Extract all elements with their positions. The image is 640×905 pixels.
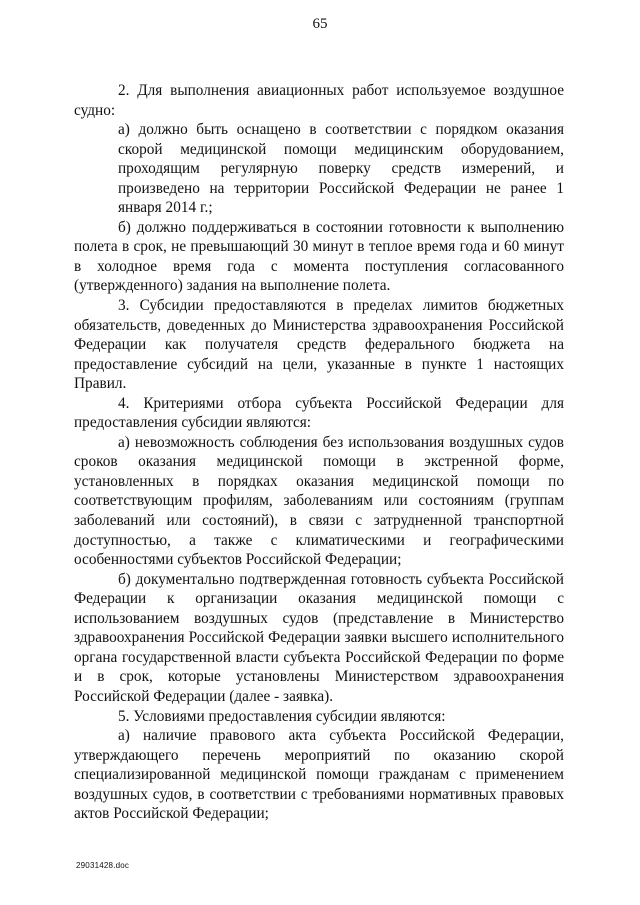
paragraph-2b: б) должно поддерживаться в состоянии готовности к выполнению полета в срок, не превышающий 30 минут в теплое время года и 60 минут в холодное время года с момента поступления согласованного (утвержденного) задания на выполнение полета. xyxy=(74,218,564,295)
paragraph-2: 2. Для выполнения авиационных работ используемое воздушное судно: xyxy=(74,82,564,119)
paragraph-5a: а) наличие правового акта субъекта Российской Федерации, утверждающего перечень мероприятий по оказанию скорой специализированной медицинской помощи гражданам с применением воздушных судов, в соответствии с требованиями нормативных правовых актов Российской Федерации; xyxy=(74,727,564,823)
paragraph-3: 3. Субсидии предоставляются в пределах лимитов бюджетных обязательств, доведенных до Министерства здравоохранения Российской Федерации как получателя средств федерального бюджета на предоставление субсидий на цели, указанные в пункте 1 настоящих Правил. xyxy=(74,297,564,393)
page-number: 65 xyxy=(312,16,328,32)
document-file-code: 29031428.doc xyxy=(76,861,130,870)
document-body xyxy=(74,81,564,824)
paragraph-4b: б) документально подтвержденная готовность субъекта Российской Федерации к организации оказания медицинской помощи с использованием воздушных судов (представление в Министерство здравоохранения Российской Федерации заявки высшего исполнительного органа государственной власти субъекта Российской Федерации по форме и в срок, которые установлены Министерством здравоохранения Российской Федерации (далее - заявка). xyxy=(74,570,564,705)
paragraph-5: 5. Условиями предоставления субсидии являются: xyxy=(118,707,446,725)
paragraph-4a: а) невозможность соблюдения без использования воздушных судов сроков оказания медицинской помощи в экстренной форме, установленных в порядках оказания медицинской помощи по соответствующим профилям, заболеваниям или состояниям (группам заболеваний или состояний), в связи с затрудненной транспортной доступностью, а также с климатическими и географическими особенностями субъектов Российской Федерации; xyxy=(74,433,564,569)
paragraph-4: 4. Критериями отбора субъекта Российской Федерации для предоставления субсидии являются: xyxy=(74,394,564,432)
paragraph-2a: а) должно быть оснащено в соответствии с порядком оказания скорой медицинской помощи медицинским оборудованием, проходящим регулярную поверку средств измерений, и произведено на территории Российской Федерации не ранее 1 января 2014 г.; xyxy=(118,121,564,217)
